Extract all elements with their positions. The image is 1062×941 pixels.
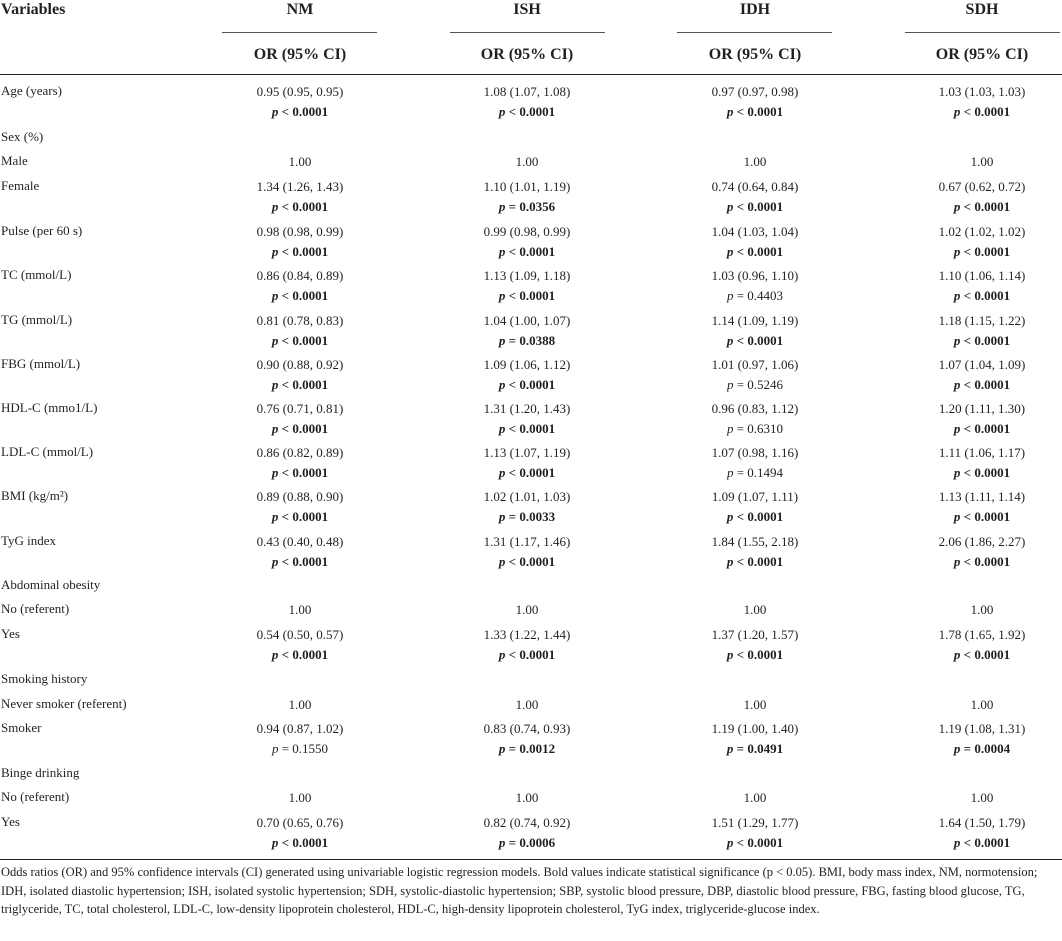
p-value: p = 0.0356 (498, 199, 556, 214)
odds-ratio-value: 1.08 (1.07, 1.08) (483, 84, 571, 99)
row-label: FBG (mmol/L) (1, 356, 81, 371)
p-value-text: < 0.0001 (508, 421, 556, 436)
p-value-text: = 0.0006 (508, 835, 556, 850)
odds-ratio-value: 0.86 (0.82, 0.89) (256, 445, 344, 460)
cell-idh (712, 82, 799, 122)
odds-ratio-value: 0.81 (0.78, 0.83) (256, 313, 344, 328)
cell-sdh (939, 266, 1026, 306)
odds-ratio-value: 1.00 (970, 790, 994, 805)
cell-idh (712, 222, 799, 262)
p-value-text: < 0.0001 (963, 421, 1011, 436)
odds-ratio-value: 0.54 (0.50, 0.57) (256, 627, 344, 642)
odds-ratio-value: 1.00 (743, 154, 767, 169)
odds-ratio-value: 1.00 (743, 697, 767, 712)
p-value-text: < 0.0001 (963, 288, 1011, 303)
row-label: TG (mmol/L) (1, 312, 73, 327)
table-footnote: Odds ratios (OR) and 95% confidence intervals (CI) generated using univariable logistic regression models. Bold values indicate statistical significance (p < 0.05). BMI, body mass index, NM, normotension; IDH, isolated diastolic hypertension; ISH, isolated systolic hypertension; SDH, systolic-diastolic hypertension; SBP, systolic blood pressure, DBP, diastolic blood pressure, FBG, fasting blood glucose, TG, triglyceride, TC, total cholesterol, LDL-C, low-density lipoprotein cholesterol, HDL-C, high-density lipoprotein cholesterol, TyG index, triglyceride-glucose index. (1, 865, 1038, 916)
p-value-text: = 0.0033 (508, 509, 556, 524)
cell-ish (516, 600, 539, 620)
odds-ratio-value: 1.14 (1.09, 1.19) (711, 313, 799, 328)
odds-ratio-value: 1.03 (0.96, 1.10) (711, 268, 799, 283)
cell-sdh (939, 355, 1026, 395)
p-value-text: = 0.0388 (508, 333, 556, 348)
p-value: p < 0.0001 (953, 835, 1011, 850)
odds-ratio-value: 0.83 (0.74, 0.93) (483, 721, 571, 736)
odds-ratio-value: 1.10 (1.06, 1.14) (938, 268, 1026, 283)
odds-ratio-value: 2.06 (1.86, 2.27) (938, 534, 1026, 549)
cell-ish (484, 443, 571, 483)
row-label: TC (mmol/L) (1, 267, 72, 282)
odds-ratio-value: 1.18 (1.15, 1.22) (938, 313, 1026, 328)
odds-ratio-value: 1.00 (288, 697, 312, 712)
p-value-text: < 0.0001 (508, 554, 556, 569)
p-value: p < 0.0001 (271, 244, 329, 259)
p-value-text: < 0.0001 (281, 244, 329, 259)
table-bottom-rule (0, 859, 1062, 860)
cell-nm (257, 399, 344, 439)
odds-ratio-value: 1.78 (1.65, 1.92) (938, 627, 1026, 642)
p-value-text: = 0.0012 (508, 741, 556, 756)
p-value: p < 0.0001 (498, 554, 556, 569)
cell-sdh (939, 487, 1025, 527)
row-label: LDL-C (mmol/L) (1, 444, 94, 459)
cell-idh (712, 266, 799, 306)
cell-sdh (939, 813, 1026, 853)
p-value: p = 0.0004 (953, 741, 1011, 756)
cell-idh (744, 600, 767, 620)
odds-ratio-value: 1.13 (1.11, 1.14) (938, 489, 1026, 504)
cell-sdh (939, 311, 1026, 351)
cell-nm (289, 788, 312, 808)
row-label: Abdominal obesity (1, 577, 101, 592)
odds-ratio-value: 1.00 (743, 790, 767, 805)
cell-ish (516, 788, 539, 808)
odds-ratio-value: 0.86 (0.84, 0.89) (256, 268, 344, 283)
p-value-text: = 0.6310 (736, 421, 784, 436)
odds-ratio-value: 1.07 (0.98, 1.16) (711, 445, 799, 460)
p-value: p < 0.0001 (726, 835, 784, 850)
p-value: p < 0.0001 (271, 104, 329, 119)
odds-ratio-value: 1.02 (1.02, 1.02) (938, 224, 1026, 239)
odds-ratio-value: 1.00 (288, 790, 312, 805)
odds-ratio-value: 1.13 (1.07, 1.19) (483, 445, 571, 460)
p-value: p < 0.0001 (953, 421, 1011, 436)
p-value: p < 0.0001 (498, 465, 556, 480)
cell-sdh (971, 600, 994, 620)
cell-ish (516, 695, 539, 715)
p-value: p < 0.0001 (726, 104, 784, 119)
p-value: p < 0.0001 (271, 835, 329, 850)
cell-nm (289, 152, 312, 172)
cell-ish (484, 625, 571, 665)
odds-ratio-value: 1.51 (1.29, 1.77) (711, 815, 799, 830)
p-value: p < 0.0001 (271, 421, 329, 436)
odds-ratio-value: 1.04 (1.00, 1.07) (483, 313, 571, 328)
odds-ratio-value: 0.70 (0.65, 0.76) (256, 815, 344, 830)
odds-ratio-value: 0.97 (0.97, 0.98) (711, 84, 799, 99)
p-value-text: < 0.0001 (963, 554, 1011, 569)
p-value-text: = 0.0004 (963, 741, 1011, 756)
p-value-text: < 0.0001 (281, 104, 329, 119)
p-value-text: < 0.0001 (963, 647, 1011, 662)
p-value-text: < 0.0001 (736, 244, 784, 259)
cell-nm (257, 487, 344, 527)
cell-sdh (939, 719, 1026, 759)
p-value-text: < 0.0001 (281, 333, 329, 348)
odds-ratio-value: 1.01 (0.97, 1.06) (711, 357, 799, 372)
ci-label-idh: OR (95% CI) (708, 46, 802, 63)
odds-ratio-value: 0.96 (0.83, 1.12) (711, 401, 799, 416)
odds-ratio-value: 0.98 (0.98, 0.99) (256, 224, 344, 239)
cell-sdh (971, 695, 994, 715)
p-value-text: < 0.0001 (963, 465, 1011, 480)
group-rule-ish (450, 32, 605, 33)
cell-nm (257, 266, 344, 306)
cell-ish (484, 311, 571, 351)
p-value: p < 0.0001 (953, 554, 1011, 569)
p-value-text: < 0.0001 (736, 554, 784, 569)
row-label: TyG index (1, 533, 57, 548)
p-value-text: < 0.0001 (736, 647, 784, 662)
odds-ratio-value: 0.89 (0.88, 0.90) (256, 489, 344, 504)
cell-nm (257, 813, 344, 853)
group-rule-nm (222, 32, 377, 33)
p-value: p = 0.1550 (271, 741, 329, 756)
cell-idh (712, 355, 799, 395)
p-value-text: < 0.0001 (281, 288, 329, 303)
odds-ratio-value: 1.00 (515, 790, 539, 805)
p-value-text: < 0.0001 (281, 465, 329, 480)
cell-ish (484, 487, 571, 527)
cell-sdh (939, 443, 1025, 483)
p-value-text: < 0.0001 (508, 288, 556, 303)
p-value: p < 0.0001 (726, 647, 784, 662)
odds-ratio-value: 1.19 (1.00, 1.40) (711, 721, 799, 736)
p-value-text: < 0.0001 (281, 377, 329, 392)
p-value-text: < 0.0001 (508, 377, 556, 392)
cell-sdh (939, 82, 1026, 122)
cell-sdh (939, 222, 1026, 262)
odds-ratio-value: 1.19 (1.08, 1.31) (938, 721, 1026, 736)
ci-label-ish: OR (95% CI) (480, 46, 574, 63)
cell-sdh (971, 788, 994, 808)
cell-nm (257, 719, 344, 759)
p-value: p < 0.0001 (953, 288, 1011, 303)
odds-ratio-value: 0.94 (0.87, 1.02) (256, 721, 344, 736)
cell-ish (484, 813, 571, 853)
p-value-text: < 0.0001 (736, 104, 784, 119)
p-value: p = 0.0388 (498, 333, 556, 348)
cell-nm (257, 625, 344, 665)
odds-ratio-value: 1.84 (1.55, 2.18) (711, 534, 799, 549)
odds-ratio-value: 1.13 (1.09, 1.18) (483, 268, 571, 283)
odds-ratio-value: 1.00 (288, 154, 312, 169)
cell-sdh (939, 625, 1026, 665)
cell-nm (257, 177, 344, 217)
odds-ratio-value: 1.00 (515, 697, 539, 712)
p-value-text: < 0.0001 (736, 835, 784, 850)
p-value-text: < 0.0001 (508, 104, 556, 119)
row-label: Smoking history (1, 671, 88, 686)
p-value-text: < 0.0001 (963, 509, 1011, 524)
odds-ratio-value: 0.43 (0.40, 0.48) (256, 534, 344, 549)
cell-idh (712, 719, 799, 759)
p-value-text: < 0.0001 (963, 244, 1011, 259)
odds-ratio-value: 0.76 (0.71, 0.81) (256, 401, 344, 416)
p-value-text: < 0.0001 (508, 244, 556, 259)
p-value-text: < 0.0001 (281, 647, 329, 662)
odds-ratio-value: 1.33 (1.22, 1.44) (483, 627, 571, 642)
cell-ish (484, 266, 571, 306)
row-label: Binge drinking (1, 765, 80, 780)
odds-ratio-value: 1.02 (1.01, 1.03) (483, 489, 571, 504)
cell-nm (257, 311, 344, 351)
p-value: p < 0.0001 (726, 509, 784, 524)
p-value: p = 0.0033 (498, 509, 556, 524)
p-value: p < 0.0001 (726, 333, 784, 348)
cell-ish (484, 532, 571, 572)
odds-ratio-value: 1.31 (1.20, 1.43) (483, 401, 571, 416)
p-value-text: < 0.0001 (736, 509, 784, 524)
p-value-text: < 0.0001 (281, 199, 329, 214)
p-value: p < 0.0001 (271, 333, 329, 348)
row-label: Female (1, 178, 40, 193)
odds-ratio-value: 1.11 (1.06, 1.17) (938, 445, 1026, 460)
ci-label-sdh: OR (95% CI) (935, 46, 1029, 63)
cell-idh (712, 487, 798, 527)
odds-ratio-value: 0.99 (0.98, 0.99) (483, 224, 571, 239)
p-value: p = 0.1494 (726, 465, 784, 480)
odds-ratio-value: 1.31 (1.17, 1.46) (483, 534, 571, 549)
odds-ratio-value: 1.00 (515, 154, 539, 169)
cell-sdh (939, 177, 1026, 217)
odds-ratio-value: 1.10 (1.01, 1.19) (483, 179, 571, 194)
row-label: Yes (1, 814, 20, 829)
cell-sdh (939, 399, 1025, 439)
row-label: Smoker (1, 720, 42, 735)
odds-ratio-value: 1.00 (515, 602, 539, 617)
p-value-text: = 0.1550 (281, 741, 329, 756)
group-header-idh: IDH (739, 1, 771, 18)
header-bottom-rule (0, 74, 1062, 75)
odds-ratio-value: 0.95 (0.95, 0.95) (256, 84, 344, 99)
cell-idh (712, 177, 799, 217)
p-value: p < 0.0001 (271, 509, 329, 524)
p-value-text: < 0.0001 (281, 835, 329, 850)
odds-ratio-value: 1.09 (1.07, 1.11) (711, 489, 799, 504)
odds-ratio-value: 1.34 (1.26, 1.43) (256, 179, 344, 194)
cell-ish (484, 222, 571, 262)
p-value: p = 0.0006 (498, 835, 556, 850)
p-value-text: < 0.0001 (963, 333, 1011, 348)
p-value: p < 0.0001 (271, 554, 329, 569)
row-label: No (referent) (1, 601, 70, 616)
cell-idh (744, 695, 767, 715)
cell-idh (712, 311, 799, 351)
p-value: p < 0.0001 (953, 104, 1011, 119)
p-value-text: < 0.0001 (736, 333, 784, 348)
row-label: Pulse (per 60 s) (1, 223, 83, 238)
cell-nm (257, 82, 344, 122)
row-label: BMI (kg/m²) (1, 488, 69, 503)
p-value: p < 0.0001 (271, 465, 329, 480)
odds-ratio-value: 0.74 (0.64, 0.84) (711, 179, 799, 194)
p-value-text: = 0.0491 (736, 741, 784, 756)
group-rule-idh (677, 32, 832, 33)
cell-nm (257, 222, 344, 262)
p-value-text: < 0.0001 (281, 421, 329, 436)
odds-ratio-value: 1.00 (743, 602, 767, 617)
p-value-text: = 0.0356 (508, 199, 556, 214)
p-value: p = 0.5246 (726, 377, 784, 392)
p-value-text: < 0.0001 (963, 835, 1011, 850)
odds-ratio-value: 1.09 (1.06, 1.12) (483, 357, 571, 372)
p-value-text: < 0.0001 (963, 377, 1011, 392)
p-value-text: = 0.5246 (736, 377, 784, 392)
odds-ratio-value: 1.00 (970, 602, 994, 617)
p-value: p < 0.0001 (726, 199, 784, 214)
odds-ratio-value: 1.03 (1.03, 1.03) (938, 84, 1026, 99)
odds-ratio-value: 1.00 (288, 602, 312, 617)
p-value-text: < 0.0001 (963, 199, 1011, 214)
cell-nm (289, 695, 312, 715)
odds-ratio-value: 1.04 (1.03, 1.04) (711, 224, 799, 239)
odds-ratio-value: 1.20 (1.11, 1.30) (938, 401, 1026, 416)
cell-idh (712, 532, 799, 572)
odds-ratio-value: 0.82 (0.74, 0.92) (483, 815, 571, 830)
p-value: p < 0.0001 (726, 554, 784, 569)
p-value: p < 0.0001 (271, 377, 329, 392)
odds-ratio-value: 1.64 (1.50, 1.79) (938, 815, 1026, 830)
p-value: p < 0.0001 (271, 199, 329, 214)
odds-ratio-value: 1.00 (970, 697, 994, 712)
p-value-text: < 0.0001 (281, 554, 329, 569)
row-label: Never smoker (referent) (1, 696, 127, 711)
row-label: Sex (%) (1, 129, 44, 144)
group-header-sdh: SDH (965, 1, 999, 18)
p-value: p = 0.4403 (726, 288, 784, 303)
cell-ish (484, 719, 571, 759)
cell-ish (484, 355, 571, 395)
cell-nm (289, 600, 312, 620)
row-label: Yes (1, 626, 20, 641)
group-header-ish: ISH (513, 1, 541, 18)
p-value-text: < 0.0001 (736, 199, 784, 214)
cell-nm (257, 532, 344, 572)
odds-ratio-value: 0.90 (0.88, 0.92) (256, 357, 344, 372)
row-label: Age (years) (1, 83, 62, 98)
cell-ish (516, 152, 539, 172)
variables-header: Variables (1, 1, 66, 18)
p-value: p < 0.0001 (726, 244, 784, 259)
p-value: p = 0.0012 (498, 741, 556, 756)
p-value: p < 0.0001 (953, 244, 1011, 259)
cell-ish (484, 82, 571, 122)
p-value-text: < 0.0001 (963, 104, 1011, 119)
row-label: Male (1, 153, 28, 168)
p-value: p < 0.0001 (498, 647, 556, 662)
ci-label-nm: OR (95% CI) (253, 46, 347, 63)
cell-idh (712, 399, 799, 439)
cell-nm (257, 355, 344, 395)
p-value: p < 0.0001 (498, 421, 556, 436)
cell-idh (712, 443, 799, 483)
cell-idh (712, 625, 799, 665)
cell-nm (257, 443, 344, 483)
p-value: p < 0.0001 (953, 509, 1011, 524)
p-value: p < 0.0001 (953, 377, 1011, 392)
p-value: p < 0.0001 (271, 288, 329, 303)
p-value: p < 0.0001 (498, 244, 556, 259)
p-value-text: = 0.1494 (736, 465, 784, 480)
cell-ish (484, 177, 571, 217)
p-value-text: < 0.0001 (508, 647, 556, 662)
odds-ratio-value: 1.07 (1.04, 1.09) (938, 357, 1026, 372)
cell-ish (484, 399, 571, 439)
p-value: p < 0.0001 (498, 104, 556, 119)
row-label: No (referent) (1, 789, 70, 804)
p-value: p < 0.0001 (271, 647, 329, 662)
p-value: p < 0.0001 (953, 199, 1011, 214)
cell-idh (744, 152, 767, 172)
group-header-nm: NM (286, 1, 314, 18)
p-value: p = 0.0491 (726, 741, 784, 756)
p-value-text: < 0.0001 (281, 509, 329, 524)
row-label: HDL-C (mmo1/L) (1, 400, 98, 415)
cell-idh (712, 813, 799, 853)
p-value: p < 0.0001 (953, 647, 1011, 662)
odds-ratio-value: 0.67 (0.62, 0.72) (938, 179, 1026, 194)
cell-sdh (971, 152, 994, 172)
group-rule-sdh (905, 32, 1060, 33)
p-value-text: < 0.0001 (508, 465, 556, 480)
p-value: p < 0.0001 (498, 377, 556, 392)
odds-ratio-value: 1.00 (970, 154, 994, 169)
p-value: p = 0.6310 (726, 421, 784, 436)
p-value: p < 0.0001 (953, 333, 1011, 348)
odds-ratio-value: 1.37 (1.20, 1.57) (711, 627, 799, 642)
p-value-text: = 0.4403 (736, 288, 784, 303)
p-value: p < 0.0001 (498, 288, 556, 303)
p-value: p < 0.0001 (953, 465, 1011, 480)
cell-sdh (939, 532, 1026, 572)
cell-idh (744, 788, 767, 808)
